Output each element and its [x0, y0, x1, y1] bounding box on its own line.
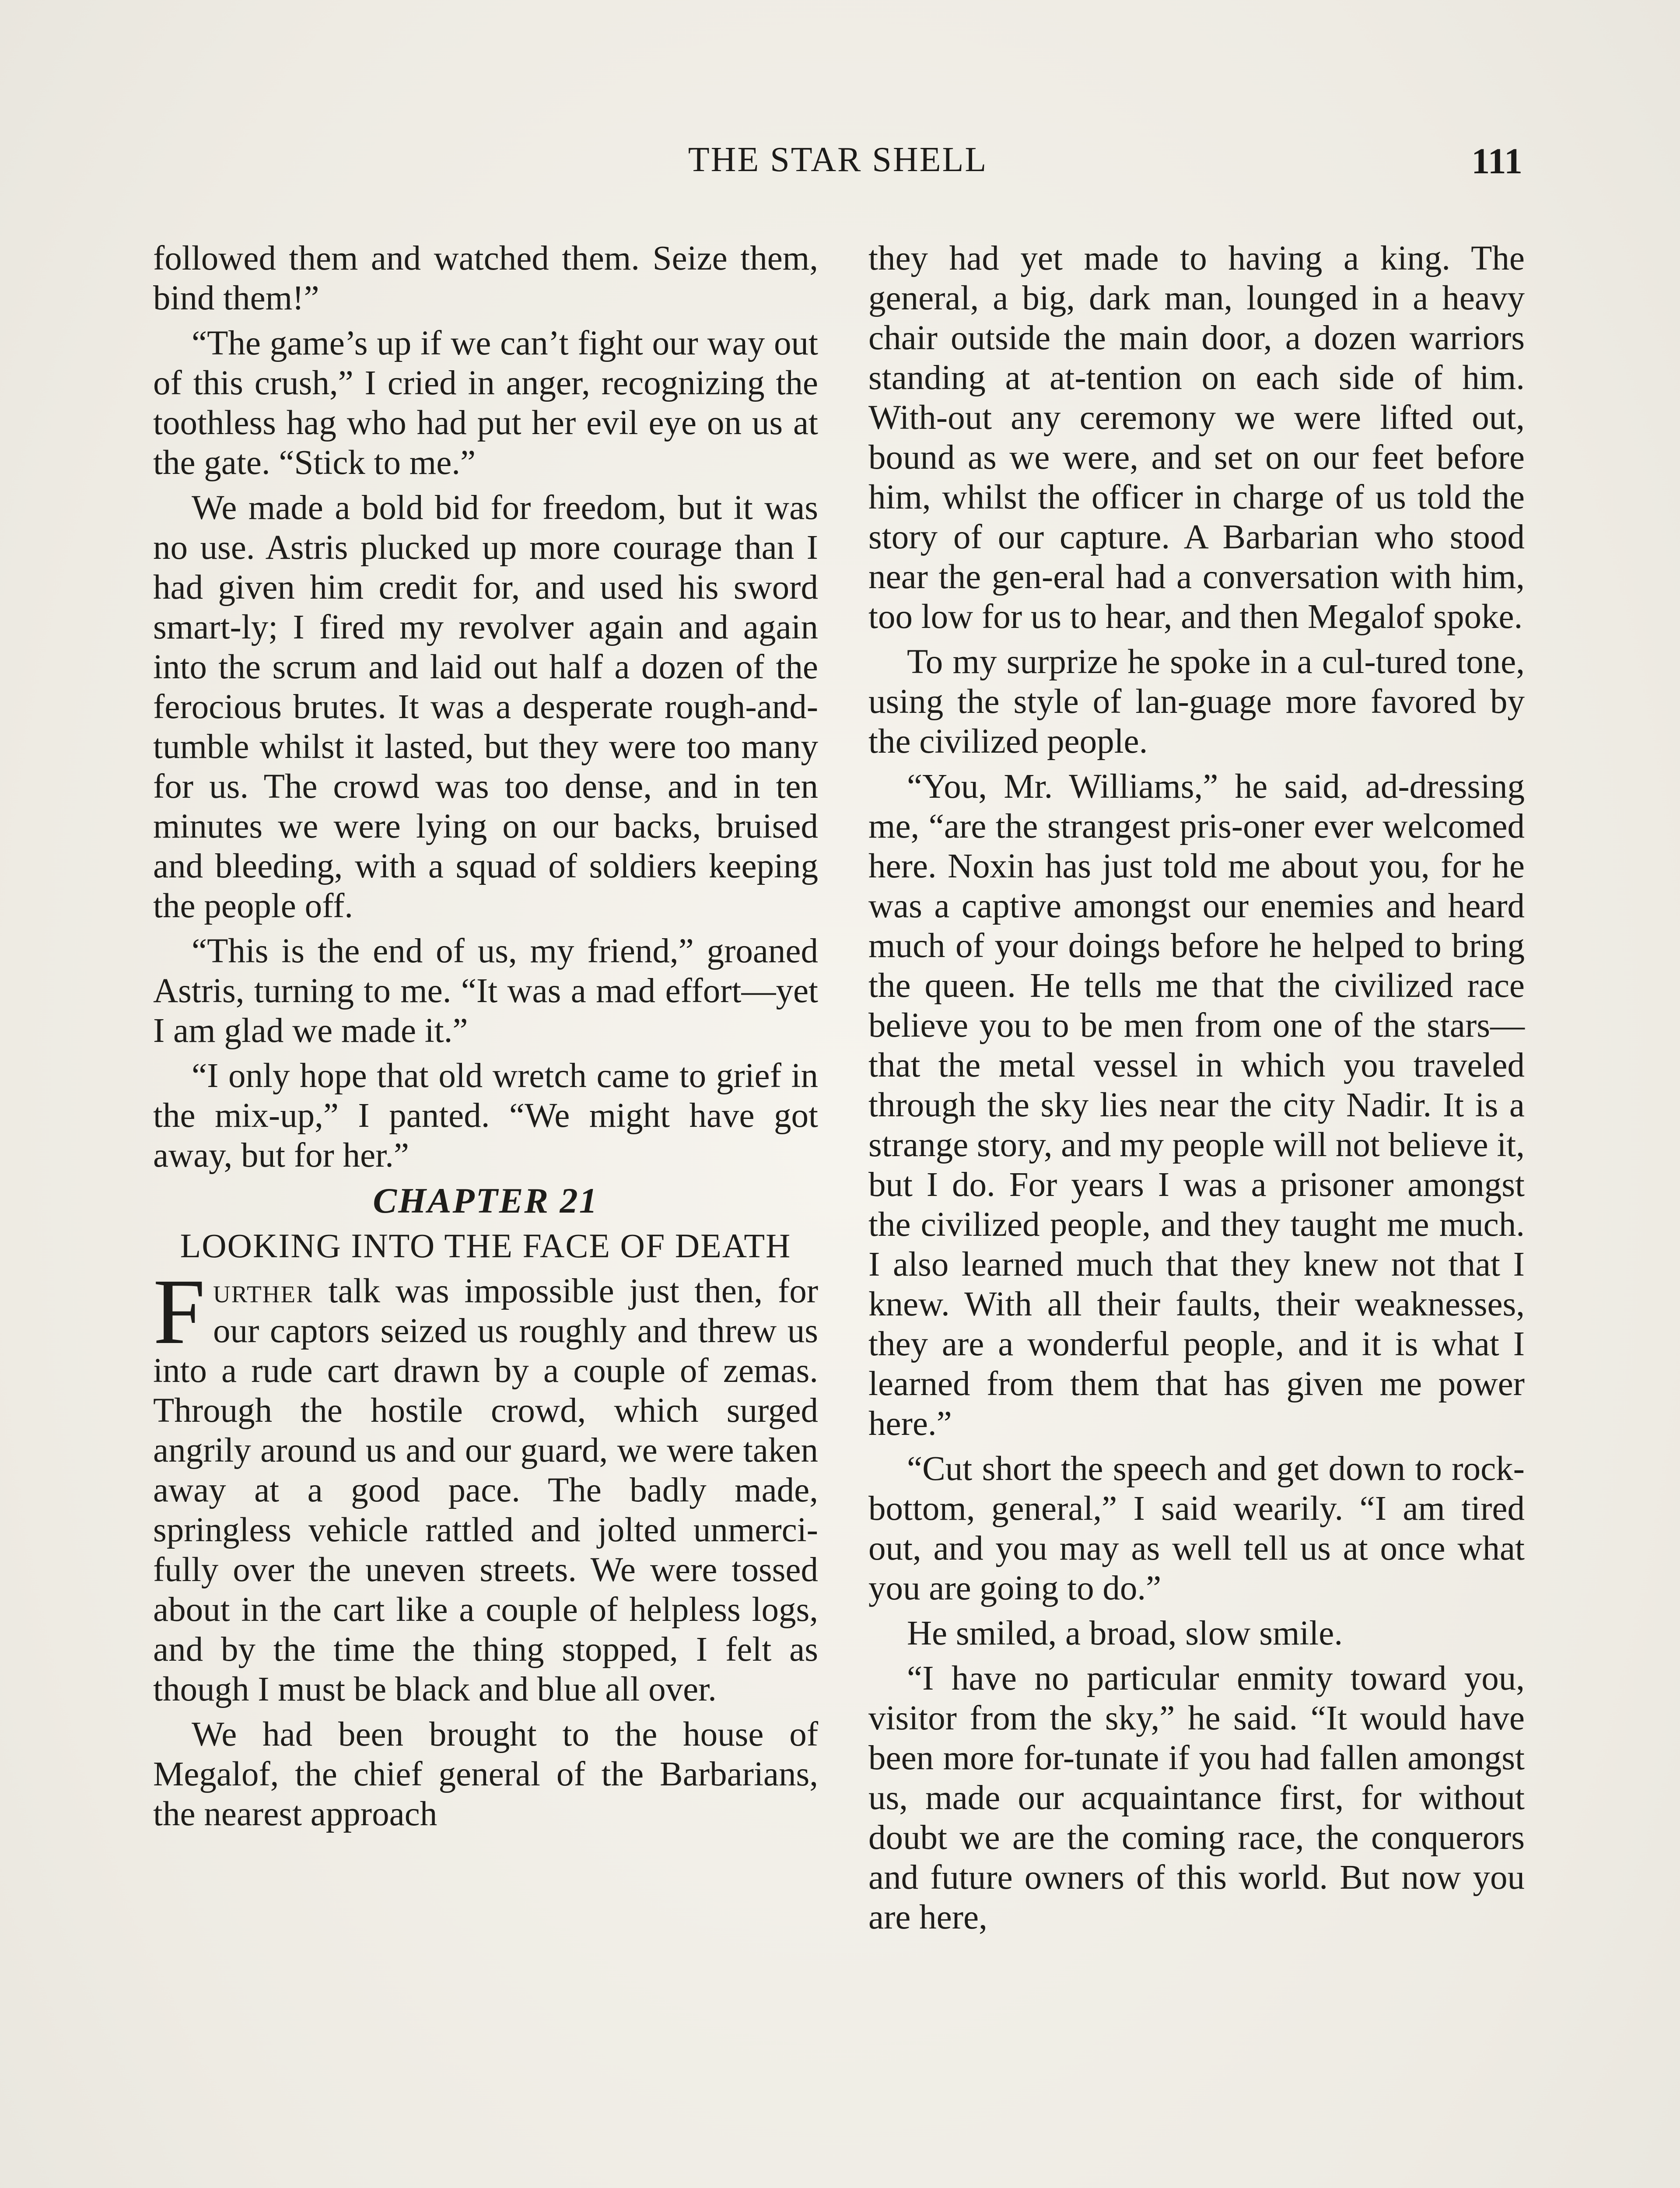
opening-word-smallcaps: urther: [213, 1272, 313, 1310]
paragraph: We had been brought to the house of Megalof, the chief general of the Barbarians, the nearest approach: [153, 1715, 818, 1833]
paragraph: “You, Mr. Williams,” he said, ad-dressing me, “are the strangest pris-oner ever welcomed here. Noxin has just told me about you, for he was a captive amongst our enemies and heard much of your doings before he helped to bring the queen. He tells me that the civilized race believe you to be men from one of the stars—that the metal vessel in which you traveled through the sky lies near the city Nadir. It is a strange story, and my people will not believe it, but I do. For years I was a prisoner amongst the civilized people, and they taught me much. I also learned much that they knew not that I knew. With all their faults, their weaknesses, they are a wonderful people, and it is what I learned from them that has given me power here.”: [868, 768, 1525, 1443]
paragraph-text: talk was impossible just then, for our captors seized us roughly and threw us into a rude cart drawn by a couple of zemas. Through the hostile crowd, which surged angrily around us and our guard, we were taken away at a good pace. The badly made, springless vehicle rattled and jolted unmerci-fully over the uneven streets. We were tossed about in the cart like a couple of helpless logs, and by the time the thing stopped, I felt as though I must be black and blue all over.: [153, 1272, 818, 1708]
paragraph: “I only hope that old wretch came to grief in the mix-up,” I panted. “We might have got away, but for her.”: [153, 1057, 818, 1175]
running-title: THE STAR SHELL: [688, 140, 988, 179]
paragraph: “This is the end of us, my friend,” groaned Astris, turning to me. “It was a mad effort—yet I am glad we made it.”: [153, 932, 818, 1050]
paragraph: they had yet made to having a king. The general, a big, dark man, lounged in a heavy chair outside the main door, a dozen warriors standing at at-tention on each side of him. With-out any ceremony we were lifted out, bound as we were, and set on our feet before him, whilst the officer in charge of us told the story of our capture. A Barbarian who stood near the gen-eral had a conversation with him, too low for us to hear, and then Megalof spoke.: [868, 239, 1525, 636]
drop-cap: F: [153, 1260, 206, 1364]
paragraph: He smiled, a broad, slow smile.: [907, 1614, 1343, 1652]
paragraph: “I have no particular enmity toward you, visitor from the sky,” he said. “It would have been more for-tunate if you had fallen amongst us, made our acquaintance first, for without doubt we are the coming race, the conquerors and future owners of this world. But now you are here,: [868, 1659, 1525, 1936]
page-header: [153, 140, 1522, 188]
page-number: 111: [1471, 141, 1522, 182]
chapter-opening-paragraph: [153, 1260, 818, 1709]
right-column: [868, 238, 1525, 1943]
left-column: [153, 238, 818, 1839]
paragraph: “The game’s up if we can’t fight our way out of this crush,” I cried in anger, recognizing the toothless hag who had put her evil eye on us at the gate. “Stick to me.”: [153, 324, 818, 482]
paragraph: followed them and watched them. Seize them, bind them!”: [153, 239, 818, 317]
chapter-title: LOOKING INTO THE FACE OF DEATH: [180, 1227, 791, 1265]
paragraph: We made a bold bid for freedom, but it was no use. Astris plucked up more courage than I had given him credit for, and used his sword smart-ly; I fired my revolver again and again into the scrum and laid out half a dozen of the ferocious brutes. It was a desperate rough-and-tumble whilst it lasted, but they were too many for us. The crowd was too dense, and in ten minutes we were lying on our backs, bruised and bleeding, with a squad of soldiers keeping the people off.: [153, 489, 818, 925]
chapter-label: CHAPTER 21: [373, 1181, 598, 1220]
paragraph: To my surprize he spoke in a cul-tured tone, using the style of lan-guage more favored by the civilized people.: [868, 643, 1525, 761]
paragraph: “Cut short the speech and get down to rock-bottom, general,” I said wearily. “I am tired out, and you may as well tell us at once what you are going to do.”: [868, 1450, 1525, 1607]
